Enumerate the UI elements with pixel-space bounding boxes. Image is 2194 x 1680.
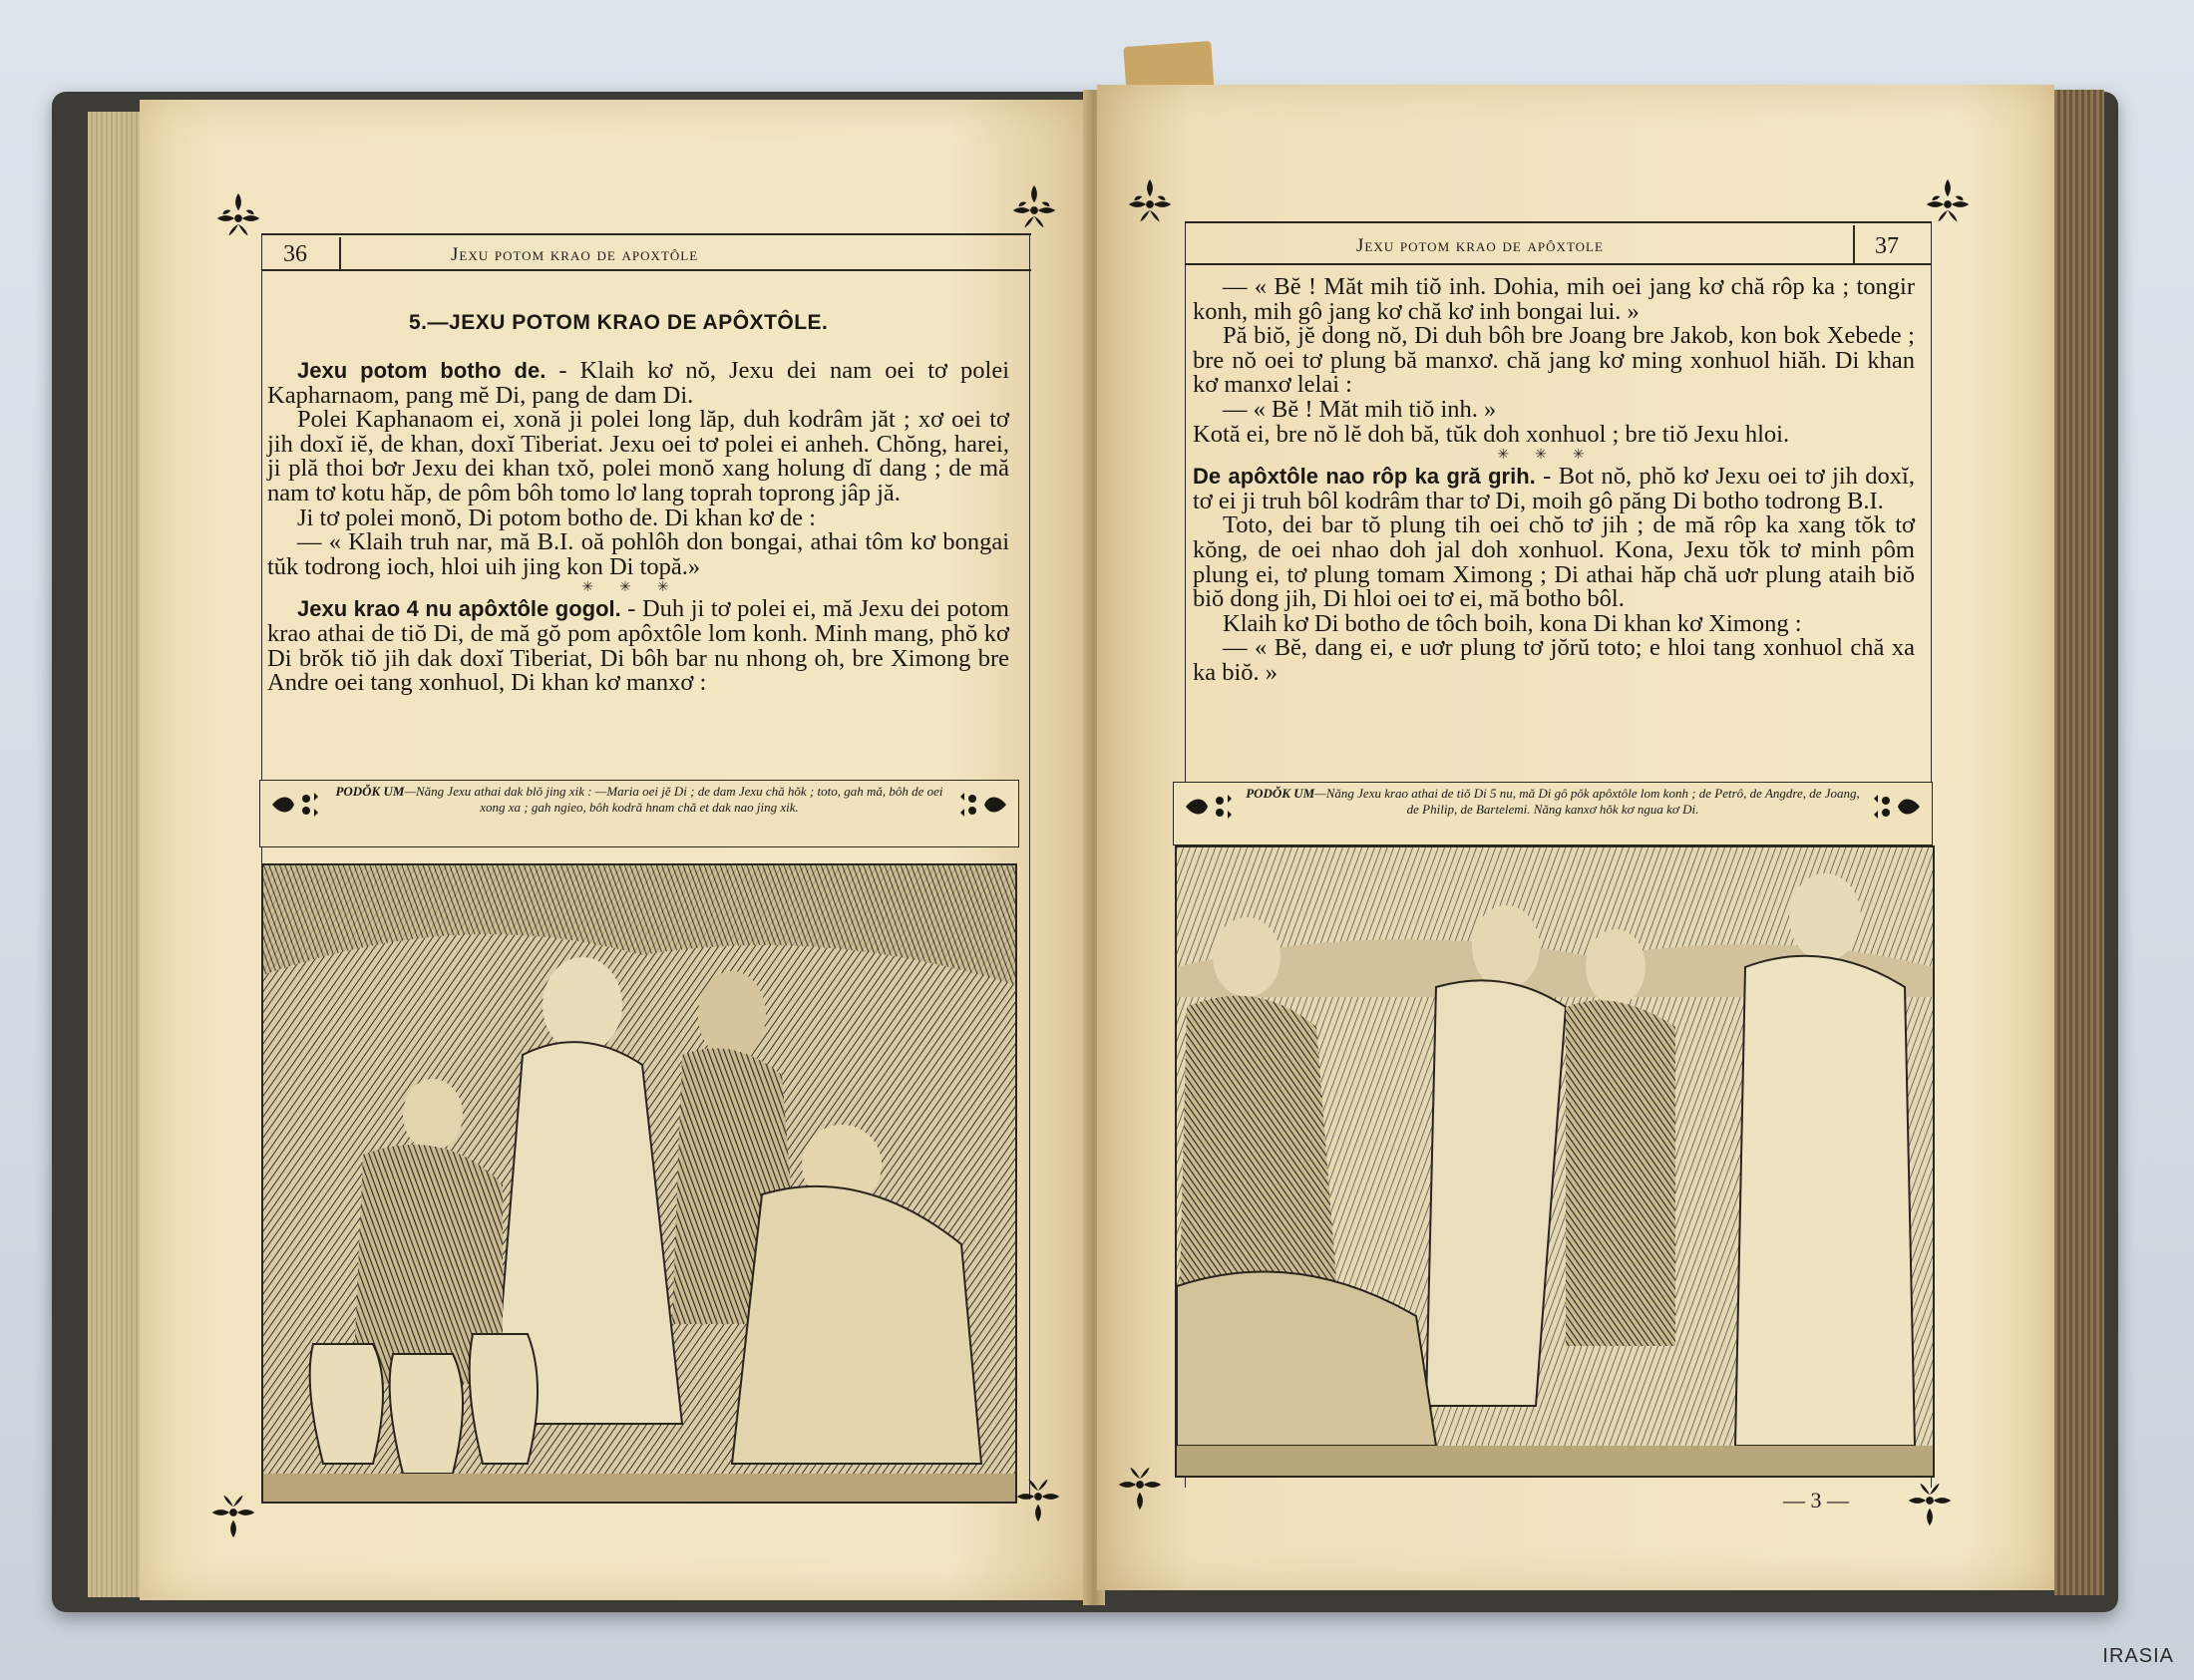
fleuron-ornament-icon — [1919, 175, 1977, 233]
fleuron-ornament-icon — [1111, 1456, 1169, 1513]
paragraph: Ji tơ polei monŏ, Di potom botho de. Di khan kơ de : — [297, 504, 816, 531]
page-edges-left — [88, 112, 148, 1597]
paragraph: Polei Kaphanaom ei, xonă ji polei long lăp, duh kodrâm jăt ; xơ oei tơ jih doxĭ iĕ, de khan, doxĭ Tiberiat. Jexu oei tơ polei ei anheh. Chŏng, harei, ji plă thoi bơr Jexu dei khan txŏ, polei monŏ xang holung dĭ dang ; de mă nam tơ kotu hăp, de pôm bôh tomo lơ lang toprah toprong jâp jă. — [267, 406, 1009, 506]
chapter-heading: 5.—JEXU POTOM KRAO DE APÔXTÔLE. — [409, 311, 829, 334]
paragraph: — « Bĕ ! Măt mih tiŏ inh. » — [1223, 395, 1497, 423]
right-image-caption — [1173, 782, 1933, 845]
paragraph: Jexu krao 4 nu apôxtôle gogol. - Duh ji tơ polei ei, mă Jexu dei potom krao athai de tiŏ Di, de mă gŏ pom apôxtôle lom konh. Minh mang, phŏ kơ Di brŏk tiŏ jih dak doxĭ Tiberiat, Di bôh bar nu nhong oh, bre Ximong bre Andre oei tang xonhuol, Di khan kơ manxơ : — [267, 595, 1009, 697]
left-frame-line-right — [1029, 233, 1030, 1500]
paragraph: Kotă ei, bre nŏ lĕ doh bă, tŭk doh xonhuol ; bre tiŏ Jexu hloi. — [1193, 420, 1790, 448]
page-edges-right — [2054, 90, 2104, 1595]
left-header-rule-bottom — [261, 269, 1031, 271]
paragraph: Toto, dei bar tŏ plung tih oei chŏ tơ jih ; de mă rôp ka xang tŏk tơ kŏng, de oei nhao doh jal doh xonhuol. Kona, Jexu tŏk tơ minh pôm plung ei, tơ plung tomam Ximong ; Di athai hăp chă uơr plung ataih biŏ biŏ dong jih, Di hloi oei tơ ei, mă botho bôl. — [1193, 511, 1915, 613]
paragraph: — « Bĕ, dang ei, e uơr plung tơ jŏrŭ toto; e hloi tang xonhuol chă xa ka biŏ. » — [1193, 634, 1915, 686]
caption-ornament-icon — [1870, 787, 1926, 827]
left-page-number: 36 — [283, 241, 307, 267]
paragraph: — « Bĕ ! Măt mih tiŏ inh. Dohia, mih oei jang kơ chă rôp ka ; tongir konh, mih gô jang kơ chă kơ inh bongai lui. » — [1193, 273, 1915, 325]
right-running-head: Jexu potom krao de apôxtole — [1356, 235, 1604, 256]
right-header-rule-bottom — [1185, 263, 1931, 265]
paragraph: Jexu potom botho de. - Klaih kơ nŏ, Jexu dei nam oei tơ polei Kapharnaom, pang mĕ Di, pang de dam Di. — [267, 357, 1009, 409]
fleuron-ornament-icon — [204, 1484, 262, 1541]
right-page-number: 37 — [1875, 233, 1899, 259]
right-header-separator — [1853, 225, 1855, 263]
caption-text: PODŎK UM—Năng Jexu krao athai de tiŏ Di 5 nu, mă Di gô pŏk apôxtôle lom konh ; de Petrô, de Angdre, de Joang, de Philip, de Bartelemi. Năng kanxơ hŏk kơ ngua kơ Di. — [1246, 786, 1860, 817]
caption-text: PODŎK UM—Năng Jexu athai dak blŏ jing xik : —Maria oei jĕ Di ; de dam Jexu chă hŏk ; toto, gah mă, bôh de oei xong xa ; gah ngieo, bôh kodră hnam chă et dak nao jing xik. — [335, 784, 943, 815]
fleuron-ornament-icon — [209, 189, 267, 247]
watermark: IRASIA — [2102, 1645, 2174, 1667]
paragraph: Klaih kơ Di botho de tôch boih, kona Di khan kơ Ximong : — [1223, 609, 1802, 637]
paragraph: De apôxtôle nao rôp ka gră grih. - Bot nŏ, phŏ kơ Jexu oei tơ jih doxĭ, tơ ei ji truh bôl kodrâm thar tơ Di, moih gô păng Di botho todrong B.I. — [1193, 463, 1915, 514]
right-header-rule — [1185, 221, 1931, 223]
paragraph: Pă biŏ, jĕ dong nŏ, Di duh bôh bre Joang bre Jakob, kon bok Xebede ; bre nŏ oei tơ plung bă manxơ. chă jang kơ ming xonhuol hiăh. Di khan kơ manxơ lelai : — [1193, 322, 1915, 399]
engraving-calling-apostles — [1175, 845, 1935, 1478]
caption-ornament-icon — [266, 785, 322, 825]
paragraph: — « Klaih truh nar, mă B.I. oă pohlôh don bongai, athai tôm kơ bongai tŭk todrong ioch, hloi uih jing kon Di topă.» — [267, 528, 1009, 580]
left-image-caption — [259, 780, 1019, 847]
left-running-head: Jexu potom krao de apoxtôle — [451, 244, 699, 265]
section-stars: ✳✳✳ — [581, 580, 695, 596]
fleuron-ornament-icon — [1009, 1468, 1067, 1525]
caption-ornament-icon — [1180, 787, 1236, 827]
fleuron-ornament-icon — [1121, 175, 1179, 233]
engraving-wedding-cana — [261, 863, 1017, 1504]
left-header-separator — [339, 237, 341, 269]
caption-ornament-icon — [956, 785, 1012, 825]
right-body-text — [1193, 275, 1915, 686]
section-stars: ✳✳✳ — [1497, 448, 1611, 464]
left-body-text — [267, 359, 1009, 696]
fleuron-ornament-icon — [1901, 1472, 1959, 1529]
fleuron-ornament-icon — [1005, 181, 1063, 239]
signature-mark: — 3 — — [1783, 1488, 1849, 1512]
left-header-rule — [261, 233, 1031, 235]
